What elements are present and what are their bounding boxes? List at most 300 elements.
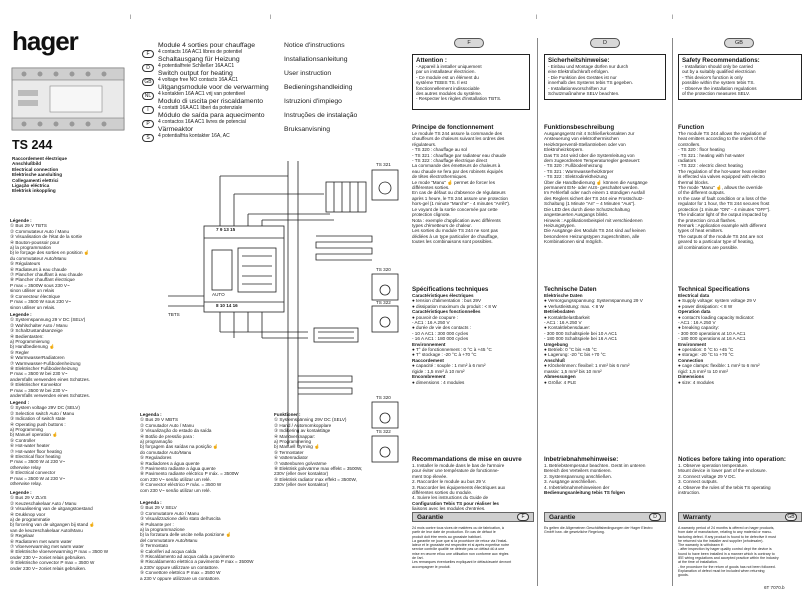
text-line: facturing defect. If any product is found to be defective it must	[678, 534, 776, 539]
legend-item: del commutatore Auto/Manu	[140, 537, 198, 543]
text-line: - AC1 : 16 A 250 V	[544, 320, 582, 326]
language-entry	[142, 126, 398, 140]
text-line: ● durée de vie des contacts :	[412, 325, 471, 331]
legend-title: Legende :	[10, 490, 32, 495]
legend-item: ⑧ Elektrisk golvvärme max effekt = 3500W,	[274, 466, 363, 472]
safety-title: Sicherheitshinweise:	[548, 57, 610, 64]
attention-line: des autres modules du système.	[416, 91, 483, 97]
text-line: ● Versorgungsspannung: Systemspannung 29 V	[544, 298, 643, 304]
legend-item: ③ Visualização do estado da saída	[140, 428, 212, 434]
legend-item: ⑥ Vattenradiator	[274, 455, 308, 461]
legend-item: ④ Botão de pressão para :	[140, 433, 195, 439]
guarantee-label: Warranty	[683, 514, 711, 521]
section-title: Recommandations de mise en œuvre	[412, 456, 522, 463]
bus-label: TBTS	[168, 312, 180, 317]
text-line: geared to a particular type of heating,	[678, 239, 755, 245]
legend-i	[140, 500, 270, 581]
safety-line: - Observe the installation regulations	[682, 85, 757, 91]
connection-title: Elektrisk inkoppling	[12, 188, 56, 194]
text-line: IEE wiring regulations and accepted practice within the industry	[678, 556, 779, 561]
text-line: Configuration Tebis TS pour réaliser les	[412, 500, 499, 506]
legend-item: otherwise relay	[10, 464, 41, 470]
text-line: Über die Handbedienung ☝ können die Ausgänge	[544, 179, 648, 185]
guarantee-code: GB	[785, 513, 797, 521]
text-line: ● Betrieb: 0 °C bis +45 °C	[544, 347, 597, 353]
legend-item: ③ Indication of switch state	[10, 416, 66, 422]
legend-item: a) de programmatie	[10, 517, 51, 523]
reco-gb	[678, 456, 804, 495]
legend-title: Legende :	[10, 312, 32, 317]
attention-box-f	[412, 54, 530, 110]
legend-item: otherwise relay.	[10, 481, 42, 487]
text-line: The outputs of the module TS 244 are not	[678, 233, 763, 239]
text-line: Les sorties du module TS 244 ne sont pas	[412, 228, 498, 234]
text-line: Environnement	[412, 341, 446, 347]
legend-item: a) Programmering	[274, 439, 312, 445]
text-line: Raccordement	[412, 357, 444, 363]
text-line: at the time of installation.	[678, 560, 718, 565]
language-entry	[142, 70, 398, 84]
text-line: angesteuerten Ausgangs blinkt.	[544, 212, 609, 218]
legend-item: b) Manuell styrning ☝	[274, 444, 320, 450]
diagram-label-ts322: TS 322	[376, 300, 391, 305]
language-title: Värmeaktor	[158, 126, 194, 133]
text-line: the protection circuit flashes.	[678, 217, 737, 223]
text-line: ● Lagerung: -20 °C bis +70 °C	[544, 352, 606, 358]
text-line: Remark : Application example with different	[678, 222, 767, 228]
legend-item: ⑦ Pavimento radiante a água quente	[140, 466, 216, 472]
legend-item: ⑦ Riscaldamento ad acqua calda a pavimento	[140, 554, 235, 560]
text-line: - 180 000 Schaltspiele bei 16 A AC1	[544, 336, 618, 342]
language-title: Modulo di uscita per riscaldamento	[158, 98, 264, 105]
language-entry	[142, 42, 398, 56]
text-line: de têtes électrothermiques.	[412, 174, 468, 180]
legend-item: ① Systemspannung 29 V DC (SELV)	[10, 317, 86, 323]
text-line: 3. Connect outputs.	[678, 479, 718, 485]
language-title: Módulo de saída para aquecimento	[158, 112, 265, 119]
text-line: ● contact's loading capacity Indicator:	[678, 314, 755, 320]
legend-item: P max = 3500W sous 230 V~	[10, 282, 70, 288]
legend-item: ⑨ Elektrische convector P max = 3500 W	[10, 560, 95, 566]
legend-item: du commutateur Auto/Manu	[10, 255, 67, 261]
document-reference: 6T 7070.b	[764, 585, 785, 590]
text-line: goods.	[678, 573, 689, 578]
text-line: ● tension d'alimentation : bus 29V	[412, 298, 482, 304]
legend-title: Legenda :	[140, 412, 162, 417]
guarantee-label: Garantie	[549, 514, 576, 521]
legend-item: P max = 3500 W at 230 V~	[10, 475, 66, 481]
guarantee-text-f	[412, 526, 536, 569]
brand-logo: hager	[12, 26, 78, 56]
text-line: - 300 000 Schaltspiele bei 10 A AC1	[544, 330, 618, 336]
text-line: des Reglers sichert der TS 244 eine Frostschutz-	[544, 195, 644, 201]
guarantee-bar-f	[412, 512, 534, 522]
text-line: A warranty period of 24 months is offered on hager products,	[678, 526, 775, 530]
legend-item: ④ Bouton-poussoir pour	[10, 239, 60, 245]
section-title: Principe de fonctionnement	[412, 124, 494, 131]
fold-mark: |	[130, 14, 132, 19]
product-image	[10, 62, 128, 134]
text-line: Schaltung (1 Minute "An" – 4 Minuten "Aus").	[544, 201, 636, 207]
legend-item: ⑤ Termostater	[274, 449, 304, 455]
language-sub: 4 contacts 16A AC1 libres de potentiel	[158, 49, 243, 55]
safety-line: Schutzmaßnahme SELV beachten.	[548, 91, 620, 97]
text-line: ● Kontaktlebensdauer:	[544, 325, 591, 331]
function-gb	[678, 124, 804, 250]
text-line: ● Verlustleistung: max. < 8 W	[544, 303, 604, 309]
text-line: liaisons avec les modules d'entrées.	[412, 506, 486, 512]
text-line: Environment	[678, 341, 707, 347]
legend-item: ④ Manöverknappar:	[274, 433, 316, 439]
safety-line: out by a suitably qualified electrician	[682, 69, 756, 75]
attention-line: système TEBIS TS. Il est	[416, 80, 467, 86]
legend-item: ② Wahlschalter Auto / Manu	[10, 322, 68, 328]
guarantee-bar-d	[544, 512, 666, 522]
text-line: Elektrische Daten	[544, 293, 583, 298]
section-title: Notices before taking into operation:	[678, 456, 786, 463]
language-sub: 4 contatti 16A AC1 liberi da potenziale	[158, 105, 243, 111]
tech-f	[412, 286, 534, 385]
legend-item: ⑧ Electrical floor heating	[10, 454, 61, 460]
text-line: The warranty is withdrawn if:	[678, 543, 724, 548]
legend-item: ② Selection switch Auto / Manu	[10, 410, 75, 416]
text-line: Anschluß	[544, 357, 565, 363]
language-code: D	[142, 64, 154, 72]
legend-item: b) Manuel operation ☝	[10, 432, 58, 438]
guarantee-code: F	[517, 513, 529, 521]
text-line: Es gelten die Allgemeinen Geschäftsbedingungen der Hager Electro	[544, 526, 653, 530]
legend-gb	[10, 400, 138, 487]
legend-item: com 230 V~ senão utilizar um relé.	[140, 487, 211, 493]
text-line: ● Klöckelmmen: flexibel: 1 mm² bis 6 mm²	[544, 363, 630, 369]
legend-item: ⑨ Electrical convector	[10, 470, 56, 476]
legend-item: ③ Schaltzustandsanzeige	[10, 328, 63, 334]
connection-title: Ligação eléctrica	[12, 183, 50, 189]
legend-item: ⑦ Vloerverwarming met warm water	[10, 544, 84, 550]
text-line: service contrôle qualité ne détecte pas un défaut dû à une	[412, 547, 505, 552]
column-header-d: D	[590, 38, 620, 48]
legend-item: ⑨ Elektrisk radiator max effekt = 3500W,	[274, 476, 357, 482]
text-line: regulator for 1 hour, the TS 244 secures frost	[678, 201, 770, 207]
connection-title: Anschlußbild	[12, 161, 42, 167]
diagram-label-ts321: TS 321	[376, 162, 391, 167]
legend-item: ⑦ Plancher chauffant à eau chaude	[10, 272, 83, 278]
text-line: all combinations are possible.	[678, 244, 739, 250]
legend-item: ⑤ Controller	[10, 437, 36, 443]
tech-gb	[678, 286, 804, 385]
safety-line: - Einbau und Montage dürfen nur durch	[548, 64, 629, 69]
text-line: ● dimensions : 4 modules	[412, 379, 465, 385]
text-line: - TS 320 : chauffage au sol	[412, 147, 467, 153]
legend-item: ⑥ Hot-water heater	[10, 443, 50, 449]
connection-title: Raccordement électrique	[12, 156, 67, 161]
guarantee-code: D	[649, 513, 661, 521]
text-line: Caractéristiques fonctionnelles	[412, 309, 481, 315]
section-title: Technical Specifications	[678, 286, 750, 293]
legend-item: b) forçagem das saídas na posição ☝	[140, 444, 219, 450]
legend-item: a) la programmation	[10, 245, 52, 251]
text-line: rigid: 1,5 mm² to 10 mm²	[678, 368, 729, 374]
text-line: - 180 000 operations at 16 A AC1	[678, 336, 746, 342]
text-line: ment trop élevée.	[412, 473, 448, 479]
text-line: Umgebung	[544, 341, 568, 347]
text-line: permanent EIN- oder AUS- geschaltet werden.	[544, 185, 639, 191]
text-line: - 10 A AC1 : 300 000 cycles	[412, 330, 469, 336]
text-line: Bedienungsanleitung tebis TS folgen	[544, 490, 625, 496]
text-line: accompagner le produit.	[412, 564, 451, 569]
text-line: - TS 321 : chauffage par radiateur eau chaude	[412, 152, 507, 158]
text-line: Les remarques éventuelles expliquant le défaut/avarié devront	[412, 560, 512, 565]
guarantee-text-d	[544, 526, 668, 535]
language-sub: 4 contactos 16A AC1 livres de potencial	[158, 119, 246, 125]
text-line: 24 mois contre tous vices de matières ou de fabrication, à	[412, 526, 504, 530]
language-sub: 4 potentialfreie Schließer 16A AC1	[158, 63, 235, 69]
legend-item: 230V (eller över kontaktor)	[274, 482, 329, 488]
legend-item: ⑥ Radiadores a água quente	[140, 460, 200, 466]
text-line: La garantie ne joue que si la procédure de retour via l'instal-	[412, 538, 508, 543]
text-line: Encombrement	[412, 374, 446, 380]
legend-item: ⑤ Régulateurs	[10, 261, 41, 267]
text-line: - TS 321 : Warmwasserheizkörper	[544, 168, 614, 174]
text-line: Betriebsdaten	[544, 309, 575, 315]
legend-item: ② Commutatore Auto / Manu	[140, 510, 200, 516]
text-line: be returned via the installer and supplier (wholesaler).	[678, 538, 764, 543]
legend-item: a) la programmazione	[140, 527, 185, 533]
text-line: from date of manufacture, relating to any material or manu-	[678, 530, 772, 535]
text-line: radiators	[678, 158, 696, 164]
text-line: ● T° de fonctionnement : 0 °C à +45 °C	[412, 347, 492, 353]
attention-line: par un installateur électricien.	[416, 69, 476, 75]
text-line: 1. Betriebstemperatur beachten. Gerät im unteren	[544, 463, 646, 468]
safety-line: eine Elektrofachkraft erfolgen.	[548, 69, 610, 75]
text-line: - the procedure for the return of goods has not been followed.	[678, 564, 776, 569]
text-line: pour éviter une température de fonctionne-	[412, 468, 500, 474]
text-line: Dimensions	[678, 374, 705, 380]
language-code: GB	[142, 78, 154, 86]
legend-item: a 230 V oppure utilizzare un contattore.	[140, 575, 221, 581]
legend-item: com 230 V~ senão utilizar um relé.	[140, 476, 211, 482]
legend-s	[274, 412, 402, 488]
text-line: Elektroheizkörpern.	[544, 147, 584, 153]
legend-item: ② Comutador Auto / Manu	[140, 422, 194, 428]
legend-item: ⑦ Hot-water floor heating	[10, 448, 62, 454]
auto-label: AUTO	[212, 292, 225, 297]
text-line: mise en œuvre et/ou une utilisation non conforme aux règles	[412, 551, 509, 556]
legend-item: ⑥ Caloriferi ad acqua calda	[140, 548, 197, 554]
legend-title: Legend :	[10, 400, 30, 405]
safety-title: Safety Recommendations:	[682, 57, 760, 64]
text-line: Le module TS 244 assure la commande des	[412, 131, 503, 136]
guarantee-label: Garantie	[417, 514, 444, 521]
language-code: I	[142, 106, 154, 114]
text-line: ● capacité : souple : 1 mm² à 6 mm²	[412, 363, 486, 369]
text-line: chauffeurs de chaleurs suivant les ordres des	[412, 136, 505, 142]
text-line: - TS 320 : Fußbodenheizung	[544, 163, 603, 169]
legend-item: ⑤ Reguladores	[140, 455, 172, 461]
legend-item: a) Programming	[10, 427, 43, 433]
text-line: of the different outputs.	[678, 190, 725, 196]
language-notice: Istruzioni d'impiego	[284, 98, 342, 105]
legend-title: Légende :	[10, 218, 32, 223]
text-line: toutes les combinaisons sont possibles.	[412, 239, 493, 245]
text-line: 3. Ausgänge anschließen.	[544, 479, 597, 485]
text-line: ● pouvoir de coupure :	[412, 314, 458, 320]
legend-item: a) Programmierung	[10, 339, 50, 345]
legend-f	[10, 218, 138, 310]
legend-item: ⑥ Radiateurs à eau chaude	[10, 266, 67, 272]
diagram-label-ts320: TS 320	[376, 395, 391, 400]
text-line: Im Fehlerfall oder nach einem 1 stündigen Ausfall	[544, 190, 645, 196]
safety-line: innerhalb des Systems tebis TS gegeben.	[548, 80, 633, 86]
column-header-f: F	[454, 38, 484, 48]
text-line: is effected via valves equipped with electro	[678, 174, 765, 180]
text-line: Bereich des Verteilers montieren.	[544, 468, 612, 474]
text-line: ● T° stockage : -20 °C à +70 °C	[412, 352, 477, 358]
text-line: ● storage: -20 °C to +70 °C	[678, 352, 734, 358]
legend-item: andernfalls verwenden eines Schützes.	[10, 376, 90, 382]
text-line: The module TS 244 allows the regulation of	[678, 131, 767, 136]
text-line: En cas de défaut ou d'absence de régulateurs	[412, 190, 506, 196]
text-line: besonderen Heizungstypen zugeschnitten, alle	[544, 233, 640, 239]
section-title: Spécifications techniques	[412, 286, 489, 293]
legend-item: ① Bus 29 V ZLVS	[10, 495, 47, 501]
text-line: - TS 322 : chauffage électrique direct	[412, 158, 488, 164]
text-line: Electrical data	[678, 293, 710, 298]
legend-item: van de keuzeschakelaar Auto/Manu	[10, 527, 83, 533]
language-list	[142, 42, 398, 140]
text-line: 1. Installer le module dans le bas de l'armoire	[412, 463, 505, 468]
text-line: instruction.	[678, 490, 701, 496]
text-line: Ausgangsgerät mit 4 Schließerkontakten zur	[544, 131, 635, 136]
text-line: partir de leur date de production. En cas de défaut le	[412, 530, 496, 535]
text-line: ● power dissipation: < 8 W	[678, 303, 733, 309]
attention-line: fonctionnellement indissociable	[416, 85, 480, 91]
text-line: après 1 heure, le TS 244 assure une protection	[412, 195, 508, 201]
language-notice: Notice d'instructions	[284, 42, 345, 49]
text-line: massiv: 1,5 mm² bis 10 mm²	[544, 368, 602, 374]
legend-p	[140, 412, 270, 493]
legend-item: ⑤ Termostato	[140, 543, 169, 549]
fold-mark: |	[270, 14, 272, 19]
diagram-label-ts320: TS 320	[376, 267, 391, 272]
safety-line: - Installation should only be carried	[682, 64, 753, 69]
text-line: controllers.	[678, 141, 701, 147]
text-line: rigide : 1,5 mm² à 10 mm²	[412, 368, 465, 374]
legend-item: andernfalls verwenden eines Schützes.	[10, 393, 90, 399]
connection-title: Elektrische aansluiting	[12, 172, 63, 178]
text-line: ● size: 4 modules	[678, 379, 714, 385]
text-line: types d'émetteurs de chaleur.	[412, 222, 472, 228]
language-entry	[142, 84, 398, 98]
text-line: hors-gel (1 minute "Marche" - 4 minutes "Arrêt").	[412, 201, 511, 207]
text-line: Le voyant de la sortie concernée par cette	[412, 206, 498, 212]
terminals-bottom: 8 10 14 16	[216, 303, 238, 308]
guarantee-text-gb	[678, 526, 804, 578]
text-line: 4. Observe the rules of the tebis TS operating	[678, 484, 771, 490]
terminals-top: 7 9 13 15	[216, 227, 236, 232]
legend-item: a) programação	[140, 439, 173, 445]
legend-item: ⑧ Elektrischer Fußbodenheizung	[10, 366, 78, 372]
text-line: - TS 320 : floor heating	[678, 147, 725, 153]
legend-item: ⑨ Convector eléctrico P máx. = 3500 W	[140, 482, 222, 488]
language-notice: Instruções de instalação	[284, 112, 358, 119]
language-sub: 4 voltage free NO contacts 16A AC1	[158, 77, 239, 83]
legend-item: ④ Bedientasten:	[10, 333, 44, 339]
text-line: dem zugeordneten Temperaturregler gesteuert:	[544, 158, 641, 164]
legend-item: ④ Drukknop voor	[10, 511, 46, 517]
language-notice: Bruksanvisning	[284, 126, 331, 133]
legend-item: P max = 3500 W at 230 V~	[10, 459, 66, 465]
text-line: 1. Observe operation temperature.	[678, 463, 749, 468]
legend-item: a 230V oppure utilizzare un contattore.	[140, 564, 219, 570]
legend-d	[10, 312, 138, 399]
legend-item: do comutador Auto/Manu	[140, 449, 192, 455]
text-line: - 16 A AC1 : 180 000 cycles	[412, 336, 469, 342]
text-line: Nota : exemple d'application avec différents	[412, 217, 501, 223]
connection-title: Electrical connection	[12, 166, 59, 172]
attention-line: - Ce module est un élément du	[416, 74, 479, 80]
connection-title: Collegamenti elettrici	[12, 177, 59, 183]
safety-line: of the protection measures SELV.	[682, 91, 750, 97]
text-line: Hinweis : Applikationsbeispiel mit verschiedenen	[544, 217, 643, 223]
text-line: ● cage clamps: flexible: 1 mm² to 6 mm²	[678, 363, 760, 369]
attention-title: Attention :	[416, 57, 447, 64]
text-line: Heizungstypen.	[544, 222, 576, 228]
legend-item: ① System voltage 29V DC (SELV)	[10, 405, 80, 411]
fold-mark: |	[536, 14, 538, 19]
legend-item: ⑦ Vattenburen golvvärme	[274, 460, 327, 466]
legend-item: onder 230 V~ zoniet relais gebruiken.	[10, 565, 87, 571]
product-name: TS 244	[12, 138, 53, 152]
function-f	[412, 124, 534, 245]
legend-item: ⑧ Pavimento radiante eléctrico P máx. = 3500W	[140, 471, 239, 477]
text-line: Ansteuerung von elektrothermischen	[544, 136, 619, 142]
text-line: - TS 322 : electric direct heating	[678, 163, 743, 169]
legend-item: b) la forzatura delle uscite nella posizione ☝	[140, 532, 232, 538]
text-line: ● Kontaktbelastbarkeit	[544, 314, 590, 320]
safety-line: possible within the system tebis TS.	[682, 80, 755, 86]
safety-box-d	[544, 54, 666, 100]
legend-item: ⑦ Warmwasser-Fußbodenheizung	[10, 360, 81, 366]
text-line: régulateurs.	[412, 141, 437, 147]
legend-item: ④ Pulsante per :	[140, 521, 174, 527]
text-line: Le mode "Manu" ☝ permet de forcer les	[412, 179, 496, 185]
language-entry	[142, 98, 398, 112]
text-line: - after inspection by hager quality control dept the device is	[678, 547, 772, 552]
text-line: lateur et le grossiste est respectée et si après expertise notre	[412, 543, 510, 548]
legend-item: ② Keuzeschakelaar Auto / Manu	[10, 500, 77, 506]
text-line: Mount device in lower part of the enclosure.	[678, 468, 767, 474]
legend-item: ③ Visualisation de l'état de la sortie	[10, 234, 83, 240]
text-line: The mode "Manu" ☝, allows the override	[678, 185, 763, 191]
text-line: Die LED des durch diese Schutzschaltung	[544, 206, 630, 212]
legend-item: ③ Indikering av kontaktläge	[274, 428, 331, 434]
legend-item: ⑨ Elektrischer Konvektor	[10, 382, 62, 388]
legend-item: ② Hand / Automomkopplare	[274, 422, 332, 428]
safety-line: - Installationsvorschriften zur	[548, 85, 607, 91]
fold-mark: |	[672, 14, 674, 19]
language-title: Module 4 sorties pour chauffage	[158, 42, 255, 49]
language-entry	[142, 56, 398, 70]
text-line: 4. Suivre les instructions du Guide de	[412, 495, 489, 501]
legend-item: ② Commutateur Auto / Manu	[10, 228, 70, 234]
text-line: - TS 321 : heating with hot-water	[678, 152, 745, 158]
column-header-gb: GB	[724, 38, 754, 48]
legend-item: ⑧ Elektrische vloerverwarming P max = 3500 W	[10, 549, 109, 555]
legend-item: b) le forçage des sorties en position ☝	[10, 250, 90, 256]
legend-item: ① Systemspänning 29V DC (SELV)	[274, 417, 347, 423]
legend-item: b) forcering van de uitgangen bij stand ☝	[10, 522, 96, 528]
